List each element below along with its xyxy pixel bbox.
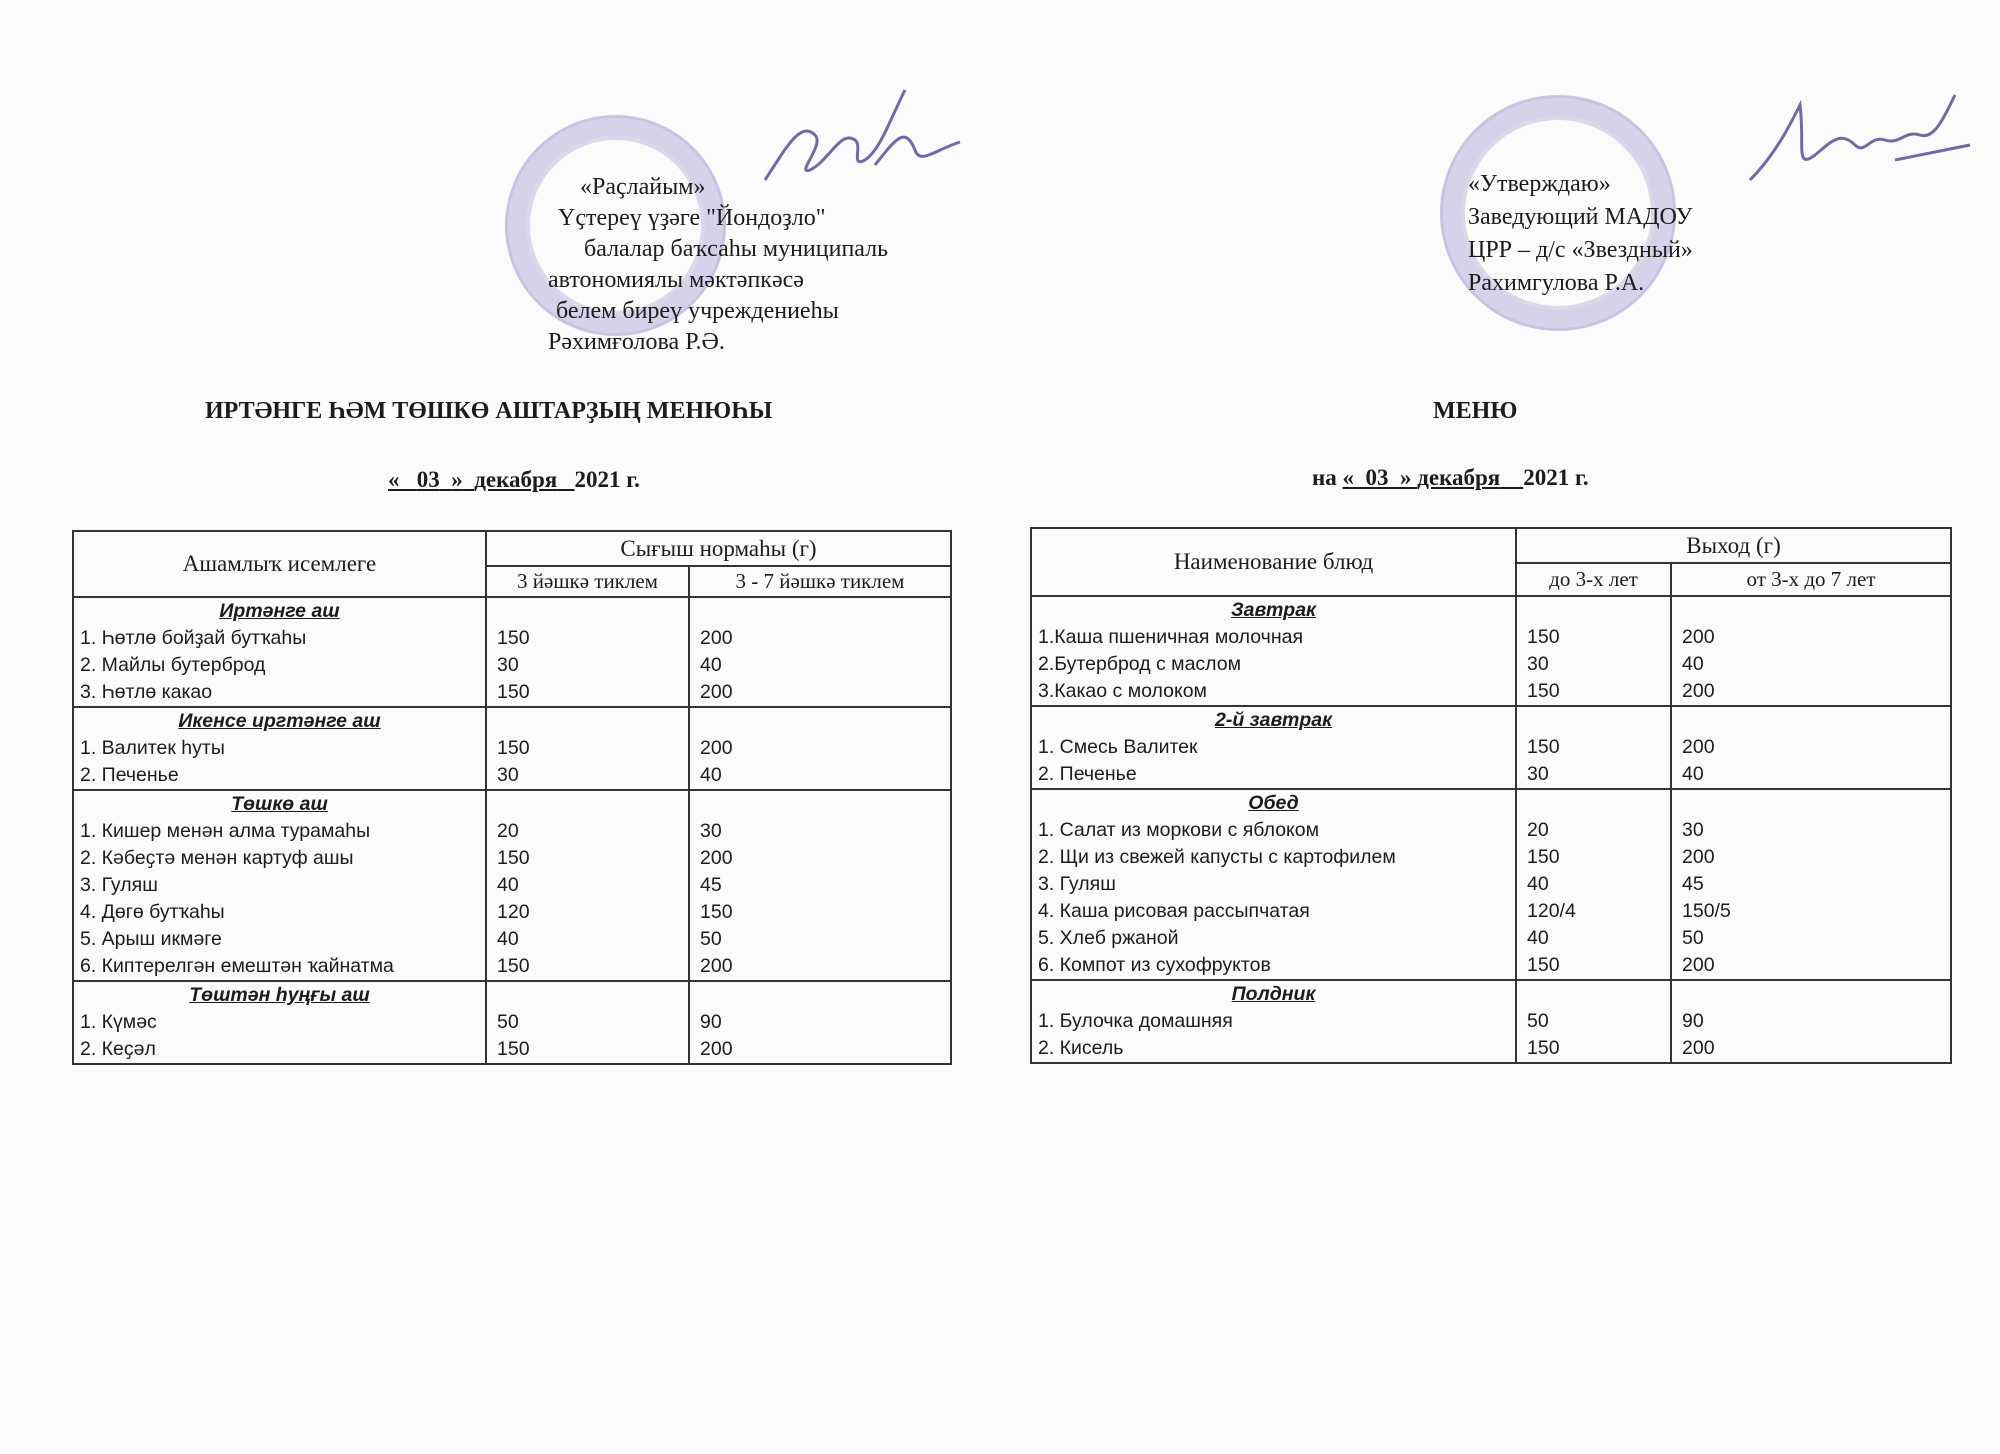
dish-item: 3. Һөтлө какао xyxy=(80,681,213,703)
portion-value: 150 xyxy=(497,847,530,869)
meal-section-row xyxy=(73,981,951,1064)
meal-section-row xyxy=(73,597,951,707)
portion-cell-age-b xyxy=(689,707,951,790)
portion-cell-age-b xyxy=(689,597,951,707)
portion-value: 40 xyxy=(1527,873,1549,895)
approval-line: Рәхимғолова Р.Ә. xyxy=(548,329,725,355)
dish-item: 6. Киптерелгән емештән ҡайнатма xyxy=(80,955,394,977)
page-title-left: ИРТӘНГЕ ҺӘМ ТӨШКӨ АШТАРҘЫҢ МЕНЮҺЫ xyxy=(205,398,773,424)
approval-block-right xyxy=(1468,168,1693,300)
portion-value: 150 xyxy=(1527,626,1560,648)
approval-line: «Раҫлайым» xyxy=(580,174,706,200)
dish-item: 2. Кисель xyxy=(1038,1037,1124,1059)
dish-item: 5. Арыш икмәге xyxy=(80,928,222,950)
portion-value: 50 xyxy=(700,928,722,950)
signature-right xyxy=(1745,85,1975,195)
approval-line: автономиялы мәктәпкәсә xyxy=(548,267,804,293)
meal-section-row xyxy=(1031,596,1951,706)
meal-section-row xyxy=(1031,706,1951,789)
cell-spacer xyxy=(1527,981,1664,1008)
dish-cell xyxy=(73,707,486,790)
portion-cell-age-b xyxy=(1671,596,1951,706)
cell-spacer xyxy=(700,598,944,625)
menu-date-right: на « 03 » декабря 2021 г. xyxy=(1312,465,1589,490)
portion-value: 50 xyxy=(497,1011,519,1033)
portion-value: 40 xyxy=(1682,653,1704,675)
dish-item: 4. Каша рисовая рассыпчатая xyxy=(1038,900,1310,922)
portion-value: 120 xyxy=(497,901,530,923)
portion-value: 200 xyxy=(1682,954,1715,976)
col-header-group: Выход (г) xyxy=(1516,528,1951,563)
portion-value: 200 xyxy=(1682,626,1715,648)
dish-item: 5. Хлеб ржаной xyxy=(1038,927,1179,949)
approval-line: балалар баҡсаһы муниципаль xyxy=(584,236,889,262)
cell-spacer xyxy=(1682,597,1944,624)
portion-value: 200 xyxy=(700,847,733,869)
portion-value: 30 xyxy=(700,820,722,842)
col-header-age-a: 3 йәшкә тиклем xyxy=(486,566,689,597)
portion-cell-age-b xyxy=(689,790,951,981)
portion-value: 150 xyxy=(497,955,530,977)
approval-line: ЦРР – д/с «Звездный» xyxy=(1468,237,1693,263)
portion-cell-age-b xyxy=(1671,706,1951,789)
cell-spacer xyxy=(1682,790,1944,817)
page-title-right: МЕНЮ xyxy=(1433,398,1518,424)
dish-item: 2. Печенье xyxy=(1038,763,1137,785)
col-header-age-a: до 3-х лет xyxy=(1516,563,1671,596)
portion-cell-age-b xyxy=(1671,789,1951,980)
portion-value: 45 xyxy=(700,874,722,896)
portion-value: 40 xyxy=(700,654,722,676)
approval-line: белем биреү учреждениеһы xyxy=(556,298,839,324)
approval-line: Заведующий МАДОУ xyxy=(1468,204,1693,230)
portion-cell-age-a xyxy=(1516,980,1671,1063)
approval-line: Үҫтереү үҙәге "Йондоҙло" xyxy=(558,205,826,231)
portion-value: 40 xyxy=(700,764,722,786)
approval-line: «Утверждаю» xyxy=(1468,171,1611,197)
meal-title: Обед xyxy=(1248,792,1299,814)
portion-cell-age-b xyxy=(689,981,951,1064)
col-header-age-b: от 3-х до 7 лет xyxy=(1671,563,1951,596)
dish-item: 1. Салат из моркови с яблоком xyxy=(1038,819,1320,841)
dish-item: 2. Печенье xyxy=(80,764,179,786)
cell-spacer xyxy=(700,708,944,735)
cell-spacer xyxy=(497,708,682,735)
portion-value: 45 xyxy=(1682,873,1704,895)
dish-item: 1. Смесь Валитек xyxy=(1038,736,1198,758)
portion-value: 40 xyxy=(1682,763,1704,785)
portion-cell-age-a xyxy=(486,707,689,790)
dish-cell xyxy=(1031,789,1516,980)
dish-item: 2. Кәбеҫтә менән картуф ашы xyxy=(80,847,354,869)
menu-date-left: « 03 » декабря 2021 г. xyxy=(388,467,640,492)
dish-cell xyxy=(1031,596,1516,706)
dish-item: 3. Гуляш xyxy=(80,874,158,896)
portion-value: 50 xyxy=(1682,927,1704,949)
portion-value: 30 xyxy=(1682,819,1704,841)
portion-cell-age-a xyxy=(1516,596,1671,706)
portion-value: 150/5 xyxy=(1682,900,1731,922)
cell-spacer xyxy=(497,791,682,818)
portion-cell-age-a xyxy=(1516,789,1671,980)
portion-value: 200 xyxy=(700,737,733,759)
dish-cell xyxy=(73,981,486,1064)
dish-cell xyxy=(1031,706,1516,789)
portion-value: 200 xyxy=(1682,846,1715,868)
meal-section-row xyxy=(1031,980,1951,1063)
col-header-dish: Наименование блюд xyxy=(1031,528,1516,596)
menu-table-right xyxy=(1030,527,1952,1064)
dish-item: 2. Майлы бутерброд xyxy=(80,654,266,676)
portion-value: 40 xyxy=(497,928,519,950)
portion-value: 30 xyxy=(497,654,519,676)
portion-value: 200 xyxy=(700,627,733,649)
cell-spacer xyxy=(1682,707,1944,734)
portion-value: 50 xyxy=(1527,1010,1549,1032)
dish-item: 2.Бутерброд с маслом xyxy=(1038,653,1242,675)
portion-value: 200 xyxy=(1682,1037,1715,1059)
meal-title: 2-й завтрак xyxy=(1215,709,1332,731)
dish-item: 1.Каша пшеничная молочная xyxy=(1038,626,1304,648)
col-header-dish: Ашамлыҡ исемлеге xyxy=(73,531,486,597)
dish-cell xyxy=(1031,980,1516,1063)
portion-value: 40 xyxy=(497,874,519,896)
portion-value: 40 xyxy=(1527,927,1549,949)
portion-value: 150 xyxy=(497,1038,530,1060)
menu-table-left xyxy=(72,530,952,1065)
dish-item: 1. Кишер менән алма турамаһы xyxy=(80,820,371,842)
portion-value: 150 xyxy=(1527,846,1560,868)
portion-value: 150 xyxy=(1527,736,1560,758)
cell-spacer xyxy=(1527,790,1664,817)
portion-cell-age-a xyxy=(486,597,689,707)
meal-section-row xyxy=(1031,789,1951,980)
meal-title: Завтрак xyxy=(1231,599,1316,621)
portion-value: 150 xyxy=(1527,680,1560,702)
cell-spacer xyxy=(700,982,944,1009)
portion-value: 150 xyxy=(1527,1037,1560,1059)
cell-spacer xyxy=(1527,707,1664,734)
meal-title: Иртәнге аш xyxy=(219,600,340,622)
cell-spacer xyxy=(497,982,682,1009)
dish-item: 1. Күмәс xyxy=(80,1011,157,1033)
cell-spacer xyxy=(497,598,682,625)
portion-value: 30 xyxy=(1527,653,1549,675)
dish-item: 3.Какао с молоком xyxy=(1038,680,1207,702)
meal-section-row xyxy=(73,707,951,790)
dish-item: 3. Гуляш xyxy=(1038,873,1116,895)
portion-value: 30 xyxy=(497,764,519,786)
cell-spacer xyxy=(700,791,944,818)
portion-value: 200 xyxy=(700,1038,733,1060)
portion-value: 150 xyxy=(497,627,530,649)
portion-value: 30 xyxy=(1527,763,1549,785)
portion-value: 90 xyxy=(700,1011,722,1033)
portion-value: 20 xyxy=(497,820,519,842)
meal-title: Төшкө аш xyxy=(231,793,328,815)
portion-value: 200 xyxy=(700,681,733,703)
cell-spacer xyxy=(1682,981,1944,1008)
portion-value: 150 xyxy=(1527,954,1560,976)
approval-line: Рахимгулова Р.А. xyxy=(1468,270,1645,296)
col-header-group: Сығыш нормаһы (г) xyxy=(486,531,951,566)
dish-item: 1. Булочка домашняя xyxy=(1038,1010,1233,1032)
portion-value: 200 xyxy=(700,955,733,977)
portion-cell-age-a xyxy=(1516,706,1671,789)
portion-value: 90 xyxy=(1682,1010,1704,1032)
portion-value: 20 xyxy=(1527,819,1549,841)
dish-item: 1. Валитек һуты xyxy=(80,737,225,759)
portion-cell-age-b xyxy=(1671,980,1951,1063)
dish-cell xyxy=(73,790,486,981)
dish-item: 2. Кеҫәл xyxy=(80,1038,156,1060)
meal-title: Полдник xyxy=(1231,983,1316,1005)
dish-item: 6. Компот из сухофруктов xyxy=(1038,954,1271,976)
meal-title: Икенсе иргтәнге аш xyxy=(178,710,381,732)
approval-block-left xyxy=(548,172,888,358)
portion-value: 150 xyxy=(700,901,733,923)
portion-cell-age-a xyxy=(486,981,689,1064)
portion-value: 120/4 xyxy=(1527,900,1576,922)
dish-item: 1. Һөтлө бойҙай бутҡаһы xyxy=(80,627,307,649)
portion-value: 150 xyxy=(497,737,530,759)
col-header-age-b: 3 - 7 йәшкә тиклем xyxy=(689,566,951,597)
meal-section-row xyxy=(73,790,951,981)
dish-item: 4. Дөгө бутҡаһы xyxy=(80,901,225,923)
dish-item: 2. Щи из свежей капусты с картофилем xyxy=(1038,846,1396,868)
portion-value: 150 xyxy=(497,681,530,703)
meal-title: Төштән һуңғы аш xyxy=(189,984,370,1006)
portion-value: 200 xyxy=(1682,680,1715,702)
cell-spacer xyxy=(1527,597,1664,624)
portion-cell-age-a xyxy=(486,790,689,981)
dish-cell xyxy=(73,597,486,707)
portion-value: 200 xyxy=(1682,736,1715,758)
